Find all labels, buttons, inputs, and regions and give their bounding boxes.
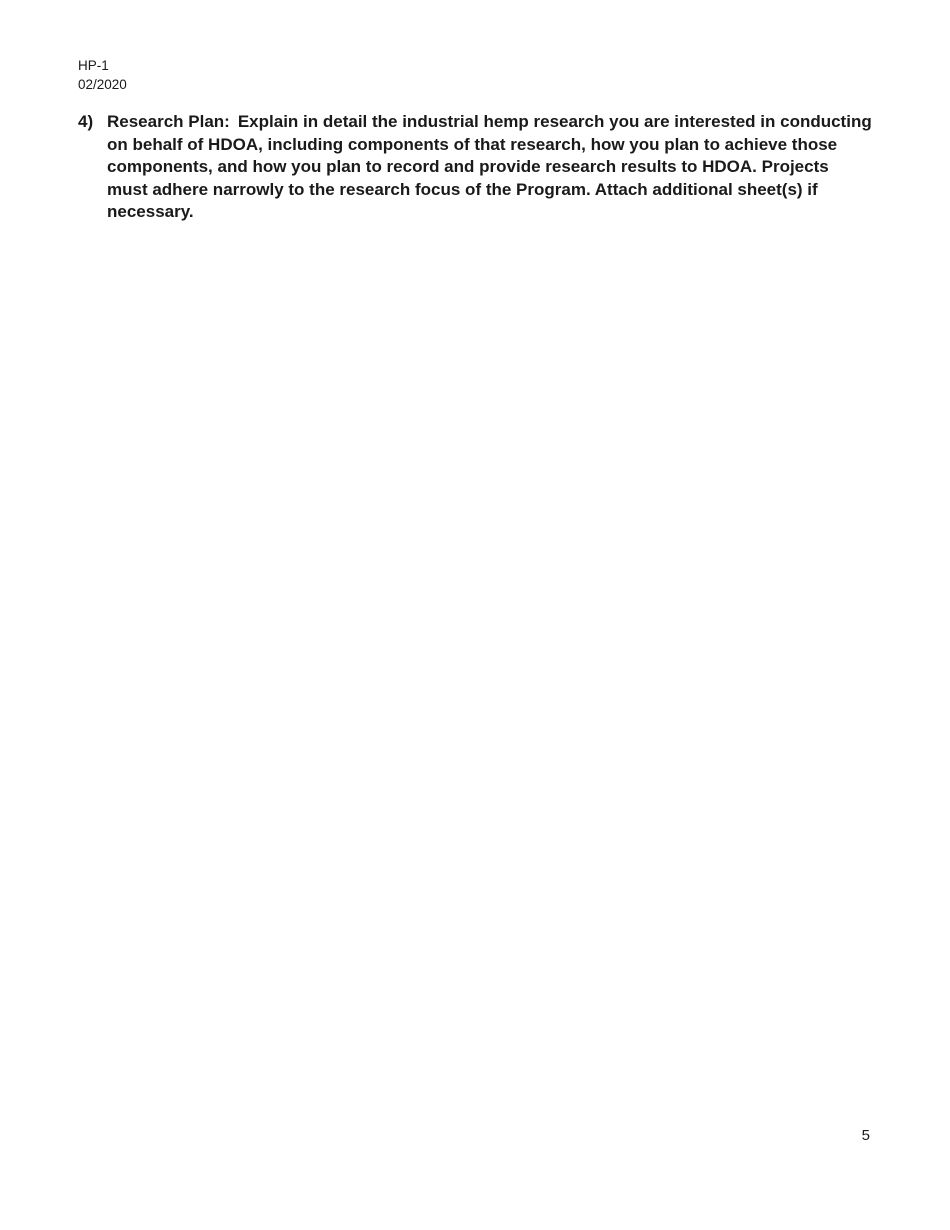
question-text: Explain in detail the industrial hemp research you are interested in conducting on behalf of HDOA, including components of that research, how you plan to achieve those components, and how you plan to record and provide research results to HDOA. Projects must adhere narrowly to the research focus of the Program. Attach additional sheet(s) if necessary. [107,112,872,221]
form-number: HP-1 [78,58,109,73]
question-item-4 [78,111,873,224]
page-number: 5 [861,1127,870,1144]
document-header [78,56,127,94]
revision-date: 02/2020 [78,77,127,92]
question-label: Research Plan: [107,112,230,131]
question-number: 4) [78,112,94,131]
question-body [107,111,873,224]
